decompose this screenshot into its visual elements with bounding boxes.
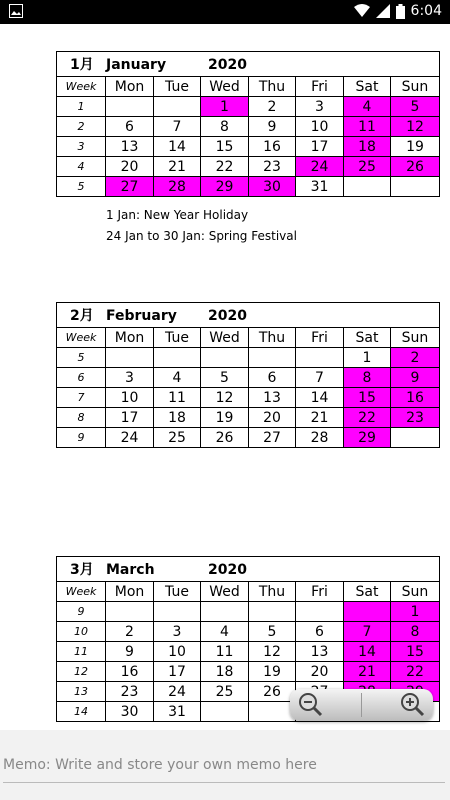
week-number: 12 bbox=[57, 662, 106, 682]
month-kanji: 3月 bbox=[70, 562, 94, 578]
memo-input[interactable]: Memo: Write and store your own memo here bbox=[3, 750, 445, 783]
day-cell[interactable]: 24 bbox=[296, 157, 344, 177]
day-cell[interactable] bbox=[249, 602, 296, 622]
day-cell[interactable]: 13 bbox=[296, 642, 344, 662]
day-cell[interactable]: 30 bbox=[106, 702, 154, 722]
day-cell[interactable]: 5 bbox=[249, 622, 296, 642]
wifi-icon bbox=[354, 4, 370, 18]
day-header: Tue bbox=[154, 77, 201, 97]
day-header: Tue bbox=[154, 328, 201, 348]
day-cell[interactable]: 10 bbox=[106, 388, 154, 408]
day-cell[interactable] bbox=[154, 602, 201, 622]
day-cell[interactable]: 15 bbox=[344, 388, 391, 408]
day-cell[interactable]: 9 bbox=[391, 368, 440, 388]
day-cell[interactable]: 2 bbox=[106, 622, 154, 642]
day-cell[interactable]: 10 bbox=[154, 642, 201, 662]
calendar-january bbox=[56, 51, 439, 197]
day-cell[interactable]: 17 bbox=[106, 408, 154, 428]
day-cell[interactable]: 22 bbox=[391, 662, 440, 682]
day-cell[interactable]: 30 bbox=[249, 177, 296, 197]
week-row bbox=[57, 622, 440, 642]
day-header: Fri bbox=[296, 328, 344, 348]
day-cell[interactable]: 19 bbox=[201, 408, 249, 428]
week-number: 6 bbox=[57, 368, 106, 388]
note-line: 1 Jan: New Year Holiday bbox=[106, 208, 249, 222]
day-cell[interactable] bbox=[391, 177, 440, 197]
day-cell[interactable]: 18 bbox=[154, 408, 201, 428]
week-row bbox=[57, 137, 440, 157]
week-number: 1 bbox=[57, 97, 106, 117]
day-header: Sun bbox=[391, 328, 440, 348]
week-number: 11 bbox=[57, 642, 106, 662]
day-header: Sun bbox=[391, 77, 440, 97]
day-cell[interactable]: 29 bbox=[344, 428, 391, 448]
month-kanji: 1月 bbox=[70, 57, 94, 73]
day-cell[interactable]: 23 bbox=[106, 682, 154, 702]
day-cell[interactable] bbox=[344, 602, 391, 622]
day-cell[interactable]: 3 bbox=[296, 97, 344, 117]
day-cell[interactable]: 18 bbox=[201, 662, 249, 682]
week-number: 5 bbox=[57, 177, 106, 197]
week-row bbox=[57, 662, 440, 682]
day-cell[interactable] bbox=[249, 348, 296, 368]
week-row bbox=[57, 388, 440, 408]
week-row bbox=[57, 117, 440, 137]
clock: 6:04 bbox=[410, 3, 442, 19]
day-header: Tue bbox=[154, 582, 201, 602]
day-cell[interactable]: 1 bbox=[391, 602, 440, 622]
day-cell[interactable]: 21 bbox=[296, 408, 344, 428]
day-cell[interactable] bbox=[296, 348, 344, 368]
day-cell[interactable]: 26 bbox=[249, 682, 296, 702]
day-cell[interactable]: 26 bbox=[201, 428, 249, 448]
day-cell[interactable]: 1 bbox=[344, 348, 391, 368]
week-row bbox=[57, 348, 440, 368]
month-name: March bbox=[106, 562, 155, 578]
day-cell[interactable]: 4 bbox=[344, 97, 391, 117]
week-header: Week bbox=[57, 328, 106, 348]
day-cell[interactable]: 7 bbox=[296, 368, 344, 388]
day-cell[interactable]: 9 bbox=[249, 117, 296, 137]
day-cell[interactable] bbox=[344, 177, 391, 197]
day-cell[interactable]: 2 bbox=[391, 348, 440, 368]
month-title bbox=[57, 557, 440, 582]
day-cell[interactable]: 6 bbox=[249, 368, 296, 388]
day-header: Mon bbox=[106, 77, 154, 97]
week-number: 5 bbox=[57, 348, 106, 368]
day-header: Sat bbox=[344, 77, 391, 97]
day-cell[interactable] bbox=[201, 602, 249, 622]
calendar-table bbox=[56, 51, 440, 197]
day-cell[interactable]: 13 bbox=[106, 137, 154, 157]
week-number: 13 bbox=[57, 682, 106, 702]
day-cell[interactable]: 19 bbox=[249, 662, 296, 682]
day-cell[interactable]: 29 bbox=[201, 177, 249, 197]
calendar-table bbox=[56, 302, 440, 448]
day-cell[interactable]: 5 bbox=[391, 97, 440, 117]
image-icon bbox=[9, 4, 23, 18]
day-cell[interactable]: 21 bbox=[344, 662, 391, 682]
week-row bbox=[57, 642, 440, 662]
day-cell[interactable]: 16 bbox=[391, 388, 440, 408]
day-cell[interactable]: 8 bbox=[391, 622, 440, 642]
day-cell[interactable]: 21 bbox=[154, 157, 201, 177]
day-cell[interactable] bbox=[106, 348, 154, 368]
week-number: 10 bbox=[57, 622, 106, 642]
day-header: Wed bbox=[201, 582, 249, 602]
day-cell[interactable]: 14 bbox=[296, 388, 344, 408]
week-number: 9 bbox=[57, 428, 106, 448]
day-cell[interactable]: 3 bbox=[154, 622, 201, 642]
day-cell[interactable] bbox=[249, 702, 296, 722]
day-cell[interactable]: 24 bbox=[106, 428, 154, 448]
week-number: 7 bbox=[57, 388, 106, 408]
day-header: Sat bbox=[344, 328, 391, 348]
day-cell[interactable]: 19 bbox=[391, 137, 440, 157]
day-cell[interactable]: 13 bbox=[249, 388, 296, 408]
day-cell[interactable]: 3 bbox=[106, 368, 154, 388]
week-number: 2 bbox=[57, 117, 106, 137]
day-cell[interactable]: 15 bbox=[201, 137, 249, 157]
day-cell[interactable]: 12 bbox=[391, 117, 440, 137]
month-year: 2020 bbox=[208, 308, 247, 324]
day-cell[interactable] bbox=[201, 702, 249, 722]
day-cell[interactable]: 14 bbox=[344, 642, 391, 662]
day-header: Wed bbox=[201, 77, 249, 97]
day-header: Mon bbox=[106, 328, 154, 348]
day-header: Thu bbox=[249, 582, 296, 602]
battery-icon bbox=[396, 4, 405, 19]
day-cell[interactable]: 17 bbox=[296, 137, 344, 157]
day-cell[interactable] bbox=[106, 602, 154, 622]
day-cell[interactable]: 27 bbox=[106, 177, 154, 197]
day-cell[interactable] bbox=[154, 97, 201, 117]
day-cell[interactable]: 25 bbox=[154, 428, 201, 448]
day-cell[interactable]: 1 bbox=[201, 97, 249, 117]
month-name: February bbox=[106, 308, 177, 324]
day-cell[interactable]: 14 bbox=[154, 137, 201, 157]
day-header: Mon bbox=[106, 582, 154, 602]
day-cell[interactable]: 7 bbox=[154, 117, 201, 137]
day-header: Fri bbox=[296, 582, 344, 602]
day-cell[interactable] bbox=[106, 97, 154, 117]
day-cell[interactable]: 4 bbox=[154, 368, 201, 388]
day-cell[interactable]: 2 bbox=[249, 97, 296, 117]
day-cell[interactable]: 10 bbox=[296, 117, 344, 137]
week-row bbox=[57, 602, 440, 622]
calendar-february bbox=[56, 302, 439, 448]
day-cell[interactable]: 16 bbox=[249, 137, 296, 157]
signal-icon bbox=[376, 4, 390, 18]
zoom-controls bbox=[290, 689, 433, 721]
day-cell[interactable]: 22 bbox=[344, 408, 391, 428]
holiday-notes bbox=[106, 205, 297, 247]
day-cell[interactable]: 11 bbox=[344, 117, 391, 137]
day-header: Sun bbox=[391, 582, 440, 602]
day-cell[interactable]: 15 bbox=[391, 642, 440, 662]
day-cell[interactable] bbox=[296, 602, 344, 622]
zoom-out-button[interactable] bbox=[290, 689, 361, 721]
zoom-in-icon bbox=[398, 690, 428, 720]
week-row bbox=[57, 177, 440, 197]
week-header: Week bbox=[57, 77, 106, 97]
day-cell[interactable]: 20 bbox=[296, 662, 344, 682]
month-name: January bbox=[106, 57, 167, 73]
day-cell[interactable]: 9 bbox=[106, 642, 154, 662]
day-cell[interactable]: 8 bbox=[344, 368, 391, 388]
zoom-in-button[interactable] bbox=[362, 689, 433, 721]
week-number: 14 bbox=[57, 702, 106, 722]
day-cell[interactable]: 18 bbox=[344, 137, 391, 157]
day-cell[interactable]: 22 bbox=[201, 157, 249, 177]
zoom-out-icon bbox=[296, 690, 326, 720]
week-header: Week bbox=[57, 582, 106, 602]
week-number: 4 bbox=[57, 157, 106, 177]
month-year: 2020 bbox=[208, 562, 247, 578]
day-cell[interactable]: 6 bbox=[296, 622, 344, 642]
day-cell[interactable]: 28 bbox=[154, 177, 201, 197]
day-cell[interactable]: 23 bbox=[249, 157, 296, 177]
day-cell[interactable]: 8 bbox=[201, 117, 249, 137]
day-cell[interactable]: 16 bbox=[106, 662, 154, 682]
day-header: Sat bbox=[344, 582, 391, 602]
day-cell[interactable]: 11 bbox=[154, 388, 201, 408]
month-year: 2020 bbox=[208, 57, 247, 73]
month-title bbox=[57, 52, 440, 77]
note-line: 24 Jan to 30 Jan: Spring Festival bbox=[106, 229, 297, 243]
day-cell[interactable] bbox=[391, 428, 440, 448]
week-row bbox=[57, 428, 440, 448]
day-cell[interactable]: 17 bbox=[154, 662, 201, 682]
week-number: 3 bbox=[57, 137, 106, 157]
week-row bbox=[57, 368, 440, 388]
day-cell[interactable]: 20 bbox=[249, 408, 296, 428]
day-cell[interactable]: 26 bbox=[391, 157, 440, 177]
day-cell[interactable]: 28 bbox=[296, 428, 344, 448]
day-cell[interactable]: 12 bbox=[201, 388, 249, 408]
day-cell[interactable]: 20 bbox=[106, 157, 154, 177]
week-number: 9 bbox=[57, 602, 106, 622]
day-cell[interactable]: 25 bbox=[201, 682, 249, 702]
month-title bbox=[57, 303, 440, 328]
day-cell[interactable]: 24 bbox=[154, 682, 201, 702]
day-cell[interactable]: 27 bbox=[249, 428, 296, 448]
day-cell[interactable]: 31 bbox=[296, 177, 344, 197]
day-cell[interactable] bbox=[201, 348, 249, 368]
day-cell[interactable] bbox=[154, 348, 201, 368]
day-cell[interactable]: 4 bbox=[201, 622, 249, 642]
day-header: Fri bbox=[296, 77, 344, 97]
day-cell[interactable]: 11 bbox=[201, 642, 249, 662]
status-bar bbox=[0, 0, 450, 24]
day-cell[interactable]: 23 bbox=[391, 408, 440, 428]
day-cell[interactable]: 25 bbox=[344, 157, 391, 177]
week-row bbox=[57, 408, 440, 428]
week-number: 8 bbox=[57, 408, 106, 428]
month-kanji: 2月 bbox=[70, 308, 94, 324]
day-cell[interactable]: 31 bbox=[154, 702, 201, 722]
week-row bbox=[57, 157, 440, 177]
day-header: Thu bbox=[249, 328, 296, 348]
day-cell[interactable]: 12 bbox=[249, 642, 296, 662]
memo-panel bbox=[0, 730, 450, 800]
week-row bbox=[57, 97, 440, 117]
day-header: Thu bbox=[249, 77, 296, 97]
day-cell[interactable]: 5 bbox=[201, 368, 249, 388]
day-cell[interactable]: 7 bbox=[344, 622, 391, 642]
day-header: Wed bbox=[201, 328, 249, 348]
day-cell[interactable]: 6 bbox=[106, 117, 154, 137]
